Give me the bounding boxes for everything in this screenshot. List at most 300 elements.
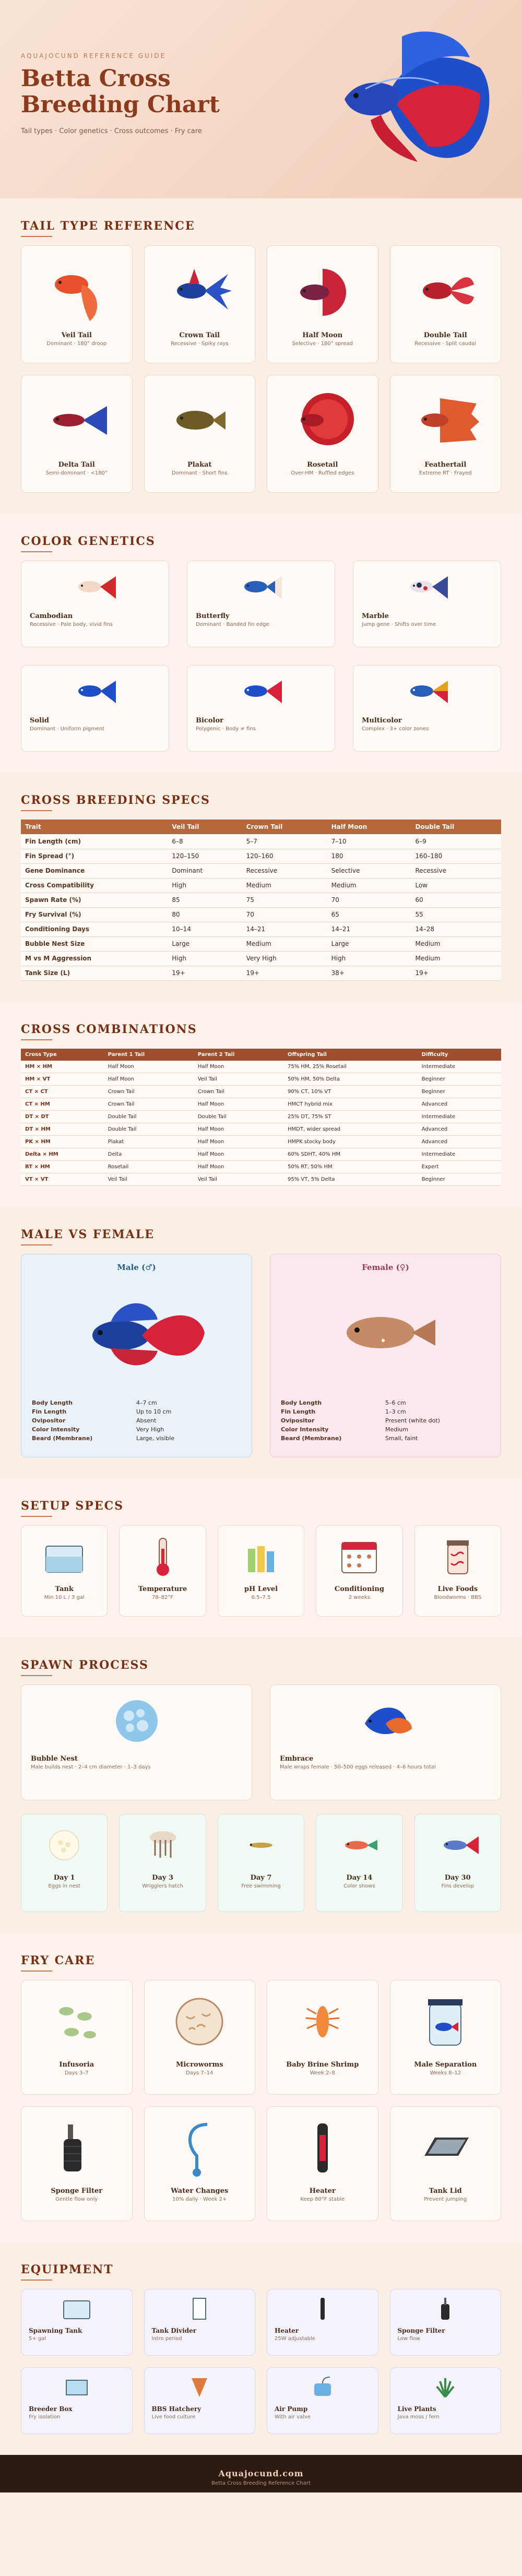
microworms-icon <box>165 1988 233 2056</box>
specs-row <box>21 849 501 863</box>
water-siphon-icon <box>165 2114 233 2182</box>
table-cell: Advanced <box>418 1136 501 1148</box>
text-label: Day 3 <box>152 1874 173 1882</box>
combo-row <box>21 1086 501 1098</box>
equip-card[interactable] <box>390 2289 502 2356</box>
table-cell: Half Moon <box>194 1161 283 1173</box>
table-cell: CT × HM <box>21 1098 104 1111</box>
combo-row <box>21 1136 501 1148</box>
text-label: Air Pump <box>275 2405 308 2413</box>
cambodian-fish-icon <box>72 568 118 605</box>
table-cell: VT × VT <box>21 1173 104 1186</box>
tail-desc: Recessive · Spiky rays <box>171 341 229 347</box>
table-cell: Tank Size (L) <box>21 966 168 980</box>
table-cell: Delta <box>104 1148 194 1161</box>
text-label: Color Intensity <box>281 1426 329 1433</box>
text-label: Java moss / fern <box>397 2414 440 2420</box>
bubble-nest-icon <box>108 1692 165 1750</box>
text-label: Ovipositor <box>32 1417 66 1424</box>
text-label: 6.5–7.5 <box>251 1595 271 1600</box>
table-cell: Dominant <box>168 863 242 878</box>
butterfly-fish-icon <box>238 568 284 605</box>
table-cell: 95% VT, 5% Delta <box>283 1173 418 1186</box>
fry-card[interactable] <box>21 2106 133 2221</box>
text-label: Wrigglers hatch <box>142 1883 183 1889</box>
table-cell: Recessive <box>242 863 327 878</box>
table-cell: 38+ <box>327 966 411 980</box>
thermometer-icon <box>139 1533 186 1580</box>
table-cell: M vs M Aggression <box>21 951 168 966</box>
female-row <box>281 1399 490 1408</box>
tail-desc: Recessive · Split caudal <box>414 341 477 347</box>
text-label: Live Plants <box>397 2405 436 2413</box>
color-desc: Polygenic · Body ≠ fins <box>196 726 256 732</box>
table-cell: 6–9 <box>411 834 501 849</box>
female-row <box>281 1426 490 1435</box>
table-cell: 80 <box>168 907 242 922</box>
text-label: Absent <box>136 1417 157 1424</box>
section-title: FRY CARE <box>21 1954 501 1967</box>
table-cell: Selective <box>327 863 411 878</box>
female-row <box>281 1417 490 1426</box>
female-card <box>270 1254 501 1457</box>
color-name: Multicolor <box>362 717 402 725</box>
text-label: Fry isolation <box>29 2414 61 2420</box>
table-cell: 14–28 <box>411 922 501 936</box>
fry-card[interactable] <box>144 2106 256 2221</box>
table-cell: Cross Compatibility <box>21 878 168 893</box>
combo-row <box>21 1111 501 1123</box>
table-cell: Double Tail <box>104 1111 194 1123</box>
setup-card[interactable] <box>119 1525 206 1617</box>
text-label: Present (white dot) <box>385 1417 440 1424</box>
tail-card[interactable] <box>267 375 378 493</box>
ph-test-kit-icon <box>238 1533 284 1580</box>
eggs-icon <box>41 1822 88 1869</box>
tail-types-section <box>0 198 522 514</box>
table-cell: Fry Survival (%) <box>21 907 168 922</box>
text-label: Color Intensity <box>32 1426 80 1433</box>
day-card[interactable] <box>119 1814 206 1912</box>
table-cell: Large <box>168 936 242 951</box>
table-cell: Intermediate <box>418 1148 501 1161</box>
table-cell: PK × HM <box>21 1136 104 1148</box>
text-label: Day 1 <box>53 1874 75 1882</box>
text-label: Fin Length <box>32 1408 67 1415</box>
color-name: Bicolor <box>196 717 223 725</box>
male-betta-icon <box>32 1275 241 1390</box>
table-cell: Crown Tail <box>194 1086 283 1098</box>
text-label: Water Changes <box>171 2187 229 2195</box>
setup-card[interactable] <box>21 1525 108 1617</box>
equip-card[interactable] <box>267 2289 378 2356</box>
section-title: EQUIPMENT <box>21 2263 501 2276</box>
table-cell: 25% DT, 75% ST <box>283 1111 418 1123</box>
table-cell: HMDT, wider spread <box>283 1123 418 1136</box>
color-card[interactable] <box>187 561 335 647</box>
tail-name: Plakat <box>187 461 212 469</box>
text-label: Large, visible <box>136 1435 175 1442</box>
brine-shrimp-icon <box>289 1988 357 2056</box>
table-cell: Half Moon <box>194 1123 283 1136</box>
text-label: Embrace <box>280 1755 314 1763</box>
text-label: Male builds nest · 2–4 cm diameter · 1–3 days <box>31 1764 151 1770</box>
male-row <box>32 1426 241 1435</box>
table-cell: 50% RT, 50% HM <box>283 1161 418 1173</box>
text-label: Body Length <box>32 1399 73 1406</box>
column-header: Difficulty <box>418 1049 501 1061</box>
table-cell: 60% SDHT, 40% HM <box>283 1148 418 1161</box>
tail-name: Double Tail <box>423 331 467 339</box>
specs-header-row <box>21 820 501 834</box>
text-label: Days 7–14 <box>186 2070 213 2076</box>
table-cell: 7–10 <box>327 834 411 849</box>
color-card[interactable] <box>353 561 501 647</box>
text-label: 4–7 cm <box>136 1399 157 1406</box>
table-cell: Beginner <box>418 1173 501 1186</box>
color-card[interactable] <box>187 665 335 752</box>
tail-name: Crown Tail <box>179 331 220 339</box>
specs-table <box>21 820 501 981</box>
bubble-nest-card[interactable] <box>21 1684 252 1800</box>
text-label: Breeder Box <box>29 2405 73 2413</box>
tail-desc: Over-HM · Ruffled edges <box>291 470 354 476</box>
column-header: Parent 2 Tail <box>194 1049 283 1061</box>
combo-row <box>21 1073 501 1086</box>
table-cell: 6–8 <box>168 834 242 849</box>
text-label: Temperature <box>138 1585 187 1593</box>
tail-card[interactable] <box>390 245 502 363</box>
section-title: TAIL TYPE REFERENCE <box>21 219 501 233</box>
table-cell: Medium <box>411 936 501 951</box>
text-label: Low flow <box>397 2336 420 2342</box>
table-cell: 160–180 <box>411 849 501 863</box>
text-label: Microworms <box>175 2061 223 2069</box>
table-cell: Intermediate <box>418 1061 501 1073</box>
tail-card[interactable] <box>267 245 378 363</box>
delta-tail-fish-icon <box>40 383 113 456</box>
text-label: 2 weeks <box>348 1595 370 1600</box>
color-card[interactable] <box>353 665 501 752</box>
equip-card[interactable] <box>144 2367 256 2434</box>
color-name: Cambodian <box>30 612 73 620</box>
table-cell: Very High <box>242 951 327 966</box>
embrace-card[interactable] <box>270 1684 501 1800</box>
day-card[interactable] <box>21 1814 108 1912</box>
table-cell: Large <box>327 936 411 951</box>
table-cell: High <box>327 951 411 966</box>
specs-row <box>21 878 501 893</box>
setup-card[interactable] <box>414 1525 501 1617</box>
table-cell: HMCT hybrid mix <box>283 1098 418 1111</box>
table-cell: 10–14 <box>168 922 242 936</box>
subtitle: Tail types · Color genetics · Cross outcomes · Fry care <box>21 127 202 135</box>
rosetail-fish-icon <box>286 383 359 456</box>
male-female-section <box>0 1207 522 1478</box>
table-cell: 70 <box>242 907 327 922</box>
specs-row <box>21 907 501 922</box>
equip-card[interactable] <box>144 2289 256 2356</box>
male-row <box>32 1408 241 1417</box>
table-cell: Medium <box>327 878 411 893</box>
footer <box>0 2455 522 2492</box>
combos-header-row <box>21 1049 501 1061</box>
male-row <box>32 1417 241 1426</box>
table-cell: Half Moon <box>194 1136 283 1148</box>
juvenile-fish-icon <box>434 1822 481 1869</box>
tail-card[interactable] <box>21 375 133 493</box>
combo-row <box>21 1098 501 1111</box>
color-desc: Dominant · Banded fin edge <box>196 622 269 627</box>
column-header: Cross Type <box>21 1049 104 1061</box>
table-cell: 5–7 <box>242 834 327 849</box>
tail-name: Half Moon <box>302 331 343 339</box>
day-card[interactable] <box>316 1814 402 1912</box>
day-card[interactable] <box>218 1814 304 1912</box>
fry-card[interactable] <box>390 1980 502 2095</box>
tail-card[interactable] <box>390 375 502 493</box>
table-cell: Bubble Nest Size <box>21 936 168 951</box>
tank-divider-icon <box>184 2296 215 2322</box>
text-label: pH Level <box>244 1585 278 1593</box>
specs-row <box>21 966 501 980</box>
fry-card[interactable] <box>390 2106 502 2221</box>
live-food-jar-icon <box>434 1533 481 1580</box>
text-label: Free swimming <box>241 1883 281 1889</box>
footer-brand[interactable]: Aquajocund.com <box>218 2468 304 2478</box>
tank-lid-icon <box>411 2114 479 2182</box>
tail-name: Feathertail <box>424 461 467 469</box>
text-label: Conditioning <box>334 1585 384 1593</box>
text-label: Bubble Nest <box>31 1755 78 1763</box>
text-label: Heater <box>275 2327 299 2334</box>
heater-icon <box>307 2296 338 2322</box>
table-cell: Fin Spread (°) <box>21 849 168 863</box>
text-label: Week 2–8 <box>310 2070 335 2076</box>
text-label: Intro period <box>151 2336 182 2342</box>
kicker: AQUAJOCUND REFERENCE GUIDE <box>21 52 167 60</box>
text-label: Fin Length <box>281 1408 316 1415</box>
heater-icon <box>289 2114 357 2182</box>
combos-table <box>21 1049 501 1186</box>
hatchery-cone-icon <box>184 2374 215 2400</box>
footer-subtitle: Betta Cross Breeding Reference Chart <box>211 2480 311 2486</box>
specs-section <box>0 773 522 1002</box>
table-cell: 50% HM, 50% Delta <box>283 1073 418 1086</box>
text-label: Eggs in nest <box>48 1883 80 1889</box>
marble-fish-icon <box>404 568 450 605</box>
table-cell: Double Tail <box>104 1123 194 1136</box>
female-row <box>281 1435 490 1444</box>
combo-row <box>21 1173 501 1186</box>
table-cell: Half Moon <box>104 1073 194 1086</box>
color-name: Butterfly <box>196 612 230 620</box>
text-label: Very High <box>136 1426 164 1433</box>
section-title: COLOR GENETICS <box>21 535 501 548</box>
text-label: Tank <box>55 1585 74 1593</box>
table-cell: 75 <box>242 893 327 907</box>
color-genetics-section <box>0 514 522 773</box>
combos-section <box>0 1002 522 1207</box>
fry-card[interactable] <box>267 1980 378 2095</box>
color-desc: Recessive · Pale body, vivid fins <box>30 622 113 627</box>
free-swimming-fry-icon <box>238 1822 284 1869</box>
table-cell: Half Moon <box>194 1061 283 1073</box>
table-cell: HM × VT <box>21 1073 104 1086</box>
fry-card[interactable] <box>267 2106 378 2221</box>
text-label: Body Length <box>281 1399 322 1406</box>
combo-row <box>21 1148 501 1161</box>
text-label: Days 3–7 <box>64 2070 89 2076</box>
color-card[interactable] <box>21 665 169 752</box>
setup-section <box>0 1478 522 1637</box>
combo-row <box>21 1061 501 1073</box>
equip-card[interactable] <box>21 2367 133 2434</box>
table-cell: Veil Tail <box>194 1073 283 1086</box>
text-label: 5–6 cm <box>385 1399 406 1406</box>
tail-name: Veil Tail <box>61 331 92 339</box>
title-line-2: Breeding Chart <box>21 91 220 118</box>
text-label: Male wraps female · 50–500 eggs released · 4–6 hours total <box>280 1764 436 1770</box>
text-label: Ovipositor <box>281 1417 315 1424</box>
text-label: Min 10 L / 3 gal <box>44 1595 85 1600</box>
tail-desc: Selective · 180° spread <box>292 341 353 347</box>
text-label: 78–82°F <box>151 1595 174 1600</box>
equip-card[interactable] <box>390 2367 502 2434</box>
table-cell: CT × CT <box>21 1086 104 1098</box>
text-label: Bloodworms · BBS <box>434 1595 482 1600</box>
air-pump-icon <box>307 2374 338 2400</box>
text-label: 25W adjustable <box>275 2336 315 2342</box>
specs-row <box>21 863 501 878</box>
live-plants-icon <box>430 2374 461 2400</box>
table-cell: Medium <box>411 951 501 966</box>
setup-card[interactable] <box>316 1525 402 1617</box>
text-label: Beard (Membrane) <box>281 1435 342 1442</box>
tail-desc: Dominant · Short fins <box>172 470 228 476</box>
half-moon-fish-icon <box>286 253 359 326</box>
setup-card[interactable] <box>218 1525 304 1617</box>
table-cell: 19+ <box>168 966 242 980</box>
text-label: Male Separation <box>414 2061 477 2069</box>
sponge-filter-icon <box>430 2296 461 2322</box>
title-line-1: Betta Cross <box>21 65 171 92</box>
table-cell: Spawn Rate (%) <box>21 893 168 907</box>
specs-row <box>21 922 501 936</box>
colored-fry-icon <box>336 1822 383 1869</box>
table-cell: 90% CT, 10% VT <box>283 1086 418 1098</box>
tail-grid <box>21 245 501 493</box>
column-header: Veil Tail <box>168 820 242 834</box>
text-label: Small, faint <box>385 1435 418 1442</box>
text-label: Live Foods <box>437 1585 478 1593</box>
tank-icon <box>41 1533 88 1580</box>
fry-care-section <box>0 1933 522 2242</box>
tail-desc: Extreme RT · Frayed <box>419 470 472 476</box>
text-label: Baby Brine Shrimp <box>286 2061 359 2069</box>
section-title: CROSS COMBINATIONS <box>21 1023 501 1036</box>
text-label: BBS Hatchery <box>151 2405 201 2413</box>
double-tail-fish-icon <box>409 253 482 326</box>
day-card[interactable] <box>414 1814 501 1912</box>
table-cell: 85 <box>168 893 242 907</box>
table-cell: Double Tail <box>194 1111 283 1123</box>
table-cell: 60 <box>411 893 501 907</box>
specs-row <box>21 951 501 966</box>
table-cell: Beginner <box>418 1086 501 1098</box>
text-label: Gentle flow only <box>55 2197 98 2202</box>
table-cell: 65 <box>327 907 411 922</box>
color-name: Solid <box>30 717 50 725</box>
table-cell: 19+ <box>242 966 327 980</box>
table-cell: Intermediate <box>418 1111 501 1123</box>
text-label: Fins develop <box>441 1883 474 1889</box>
betta-hero-illustration <box>324 26 501 172</box>
text-label: With air valve <box>275 2414 311 2420</box>
table-cell: 75% HM, 25% Rosetail <box>283 1061 418 1073</box>
tail-card[interactable] <box>144 245 256 363</box>
text-label: Up to 10 cm <box>136 1408 172 1415</box>
fry-card[interactable] <box>144 1980 256 2095</box>
equip-card[interactable] <box>21 2289 133 2356</box>
color-desc: Jump gene · Shifts over time <box>362 622 436 627</box>
table-cell: 14–21 <box>327 922 411 936</box>
section-title: MALE VS FEMALE <box>21 1228 501 1241</box>
text-label: 10% daily · Week 2+ <box>172 2197 227 2202</box>
male-title: Male (♂) <box>117 1263 156 1272</box>
text-label: Heater <box>309 2187 336 2195</box>
table-cell: 70 <box>327 893 411 907</box>
table-cell: Crown Tail <box>104 1098 194 1111</box>
table-cell: 180 <box>327 849 411 863</box>
table-cell: Half Moon <box>104 1061 194 1073</box>
table-cell: High <box>168 951 242 966</box>
tail-desc: Dominant · 180° droop <box>46 341 107 347</box>
table-cell: Low <box>411 878 501 893</box>
tail-card[interactable] <box>144 375 256 493</box>
combo-row <box>21 1123 501 1136</box>
tail-name: Delta Tail <box>58 461 95 469</box>
text-label: 5+ gal <box>29 2336 46 2342</box>
sponge-filter-icon <box>43 2114 111 2182</box>
equip-card[interactable] <box>267 2367 378 2434</box>
table-cell: 55 <box>411 907 501 922</box>
fry-card[interactable] <box>21 1980 133 2095</box>
section-title: CROSS BREEDING SPECS <box>21 793 501 807</box>
plakat-fish-icon <box>163 383 236 456</box>
column-header: Offspring Tail <box>283 1049 418 1061</box>
table-cell: Medium <box>242 936 327 951</box>
table-cell: Recessive <box>411 863 501 878</box>
female-row <box>281 1408 490 1417</box>
column-header: Trait <box>21 820 168 834</box>
specs-row <box>21 834 501 849</box>
separation-jar-icon <box>411 1988 479 2056</box>
embrace-icon <box>354 1692 417 1750</box>
color-card[interactable] <box>21 561 169 647</box>
veil-tail-fish-icon <box>40 253 113 326</box>
text-label: Tank Lid <box>429 2187 462 2195</box>
male-row <box>32 1399 241 1408</box>
table-cell: Conditioning Days <box>21 922 168 936</box>
tail-card[interactable] <box>21 245 133 363</box>
table-cell: Half Moon <box>194 1098 283 1111</box>
calendar-icon <box>336 1533 383 1580</box>
color-desc: Complex · 3+ color zones <box>362 726 429 732</box>
table-cell: Expert <box>418 1161 501 1173</box>
table-cell: Half Moon <box>194 1148 283 1161</box>
specs-row <box>21 893 501 907</box>
